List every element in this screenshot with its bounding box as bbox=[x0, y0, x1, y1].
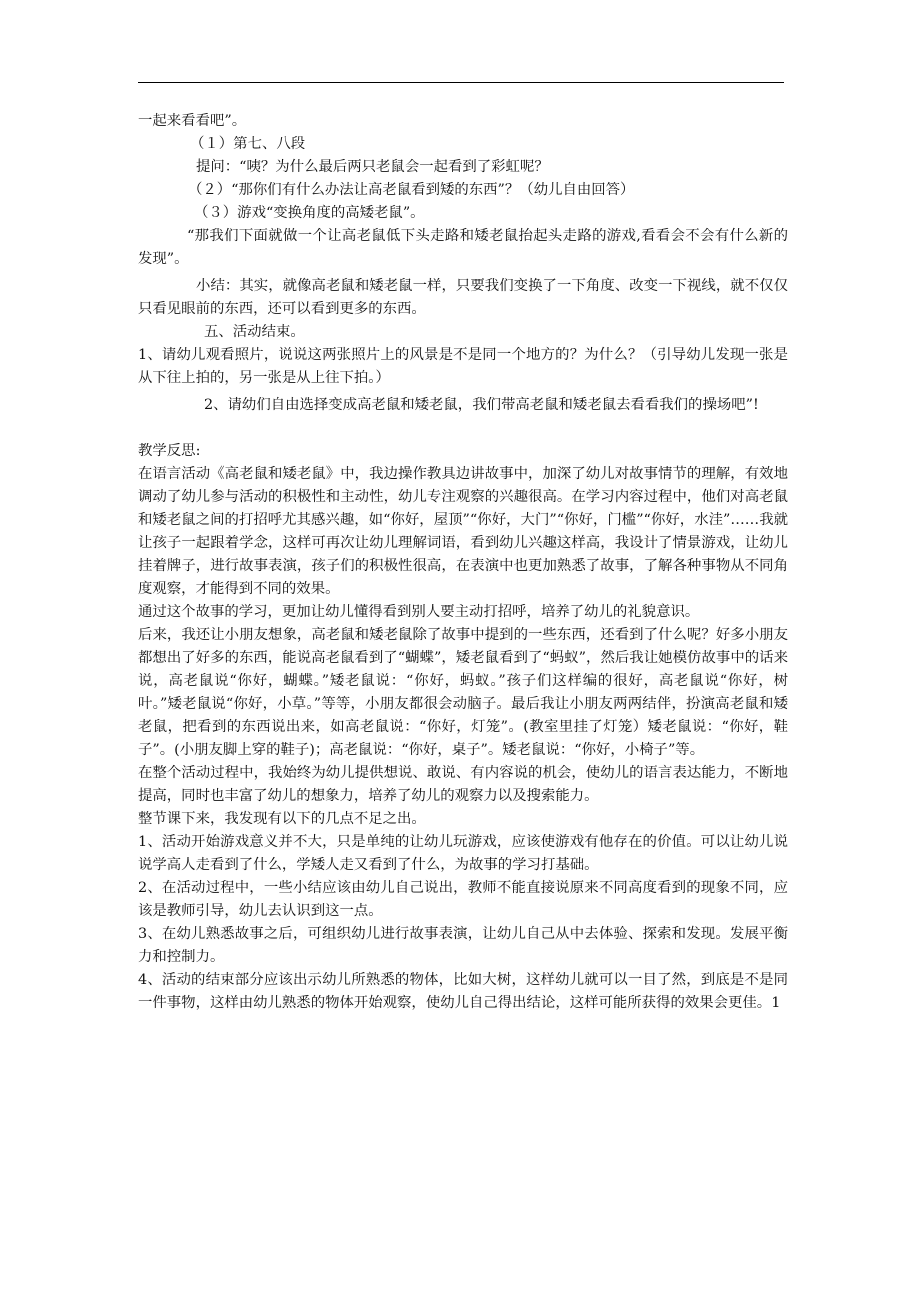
paragraph: （２）“那你们有什么办法让高老鼠看到矮的东西”？（幼儿自由回答） bbox=[188, 182, 635, 198]
paragraph: （３）游戏“变换角度的高矮老鼠”。 bbox=[194, 205, 425, 221]
paragraph: 提问：“咦？为什么最后两只老鼠会一起看到了彩虹呢？ bbox=[196, 159, 549, 175]
list-item: 2、在活动过程中，一些小结应该由幼儿自己说出，教师不能直接说原来不同高度看到的现象不同，应该是教师引导，幼儿去认识到这一点。 bbox=[138, 880, 788, 919]
paragraph: 整节课下来，我发现有以下的几点不足之出。 bbox=[138, 811, 426, 827]
list-item: 4、活动的结束部分应该出示幼儿所熟悉的物体，比如大树，这样幼儿就可以一目了然，到底是不是同一件事物，这样由幼儿熟悉的物体开始观察，使幼儿自己得出结论，这样可能所获得的效果会更佳。1 bbox=[138, 972, 788, 1011]
paragraph: （１）第七、八段 bbox=[190, 136, 306, 152]
header-rule bbox=[138, 82, 784, 83]
list-item: 1、活动开始游戏意义并不大，只是单纯的让幼儿玩游戏，应该使游戏有他存在的价值。可以让幼儿说说学高人走看到了什么，学矮人走又看到了什么，为故事的学习打基础。 bbox=[138, 834, 788, 873]
paragraph: 1、请幼儿观看照片，说说这两张照片上的风景是不是同一个地方的？为什么？（引导幼儿发现一张是从下往上拍的，另一张是从上往下拍。） bbox=[138, 347, 788, 386]
paragraph: 2、请幼们自由选择变成高老鼠和矮老鼠，我们带高老鼠和矮老鼠去看看我们的操场吧”! bbox=[204, 397, 759, 413]
paragraph: 在语言活动《高老鼠和矮老鼠》中，我边操作教具边讲故事中，加深了幼儿对故事情节的理解，有效地调动了幼儿参与活动的积极性和主动性，幼儿专注观察的兴趣很高。在学习内容过程中，他们对高老鼠和矮老鼠之间的打招呼尤其感兴趣，如“你好，屋顶”“你好，大门”“你好，门槛”“你好，水洼”……我就让孩子一起跟着学念，这样可再次让幼儿理解词语，看到幼儿兴趣这样高，我设计了情景游戏，让幼儿挂着牌子，进行故事表演，孩子们的积极性很高，在表演中也更加熟悉了故事，了解各种事物从不同角度观察，才能得到不同的效果。 bbox=[138, 466, 788, 597]
paragraph: 通过这个故事的学习，更加让幼儿懂得看到别人要主动打招呼，培养了幼儿的礼貌意识。 bbox=[138, 604, 700, 620]
blank-line bbox=[138, 417, 788, 440]
document-body bbox=[138, 110, 788, 1015]
paragraph: 在整个活动过程中，我始终为幼儿提供想说、敢说、有内容说的机会，使幼儿的语言表达能力，不断地提高，同时也丰富了幼儿的想象力，培养了幼儿的观察力以及搜索能力。 bbox=[138, 765, 788, 804]
paragraph: 后来，我还让小朋友想象，高老鼠和矮老鼠除了故事中提到的一些东西，还看到了什么呢？好多小朋友都想出了好多的东西，能说高老鼠看到了“蝴蝶”，矮老鼠看到了“蚂蚁”，然后我让她模仿故事中的话来说，高老鼠说“你好，蝴蝶。”矮老鼠说：“你好，蚂蚁。”孩子们这样编的很好，高老鼠说“你好，树叶。”矮老鼠说“你好，小草。”等等，小朋友都很会动脑子。最后我让小朋友两两结伴，扮演高老鼠和矮老鼠，把看到的东西说出来，如高老鼠说：“你好，灯笼”。(教室里挂了灯笼）矮老鼠说：“你好，鞋子”。(小朋友脚上穿的鞋子)；高老鼠说：“你好，桌子”。矮老鼠说：“你好，小椅子”等。 bbox=[138, 627, 788, 758]
paragraph: “那我们下面就做一个让高老鼠低下头走路和矮老鼠抬起头走路的游戏,看看会不会有什么新的发现”。 bbox=[138, 228, 788, 267]
paragraph: 一起来看看吧”。 bbox=[138, 113, 247, 129]
list-item: 3、在幼儿熟悉故事之后，可组织幼儿进行故事表演，让幼儿自己从中去体验、探索和发现。发展平衡力和控制力。 bbox=[138, 926, 788, 965]
section-heading: 教学反思: bbox=[138, 443, 201, 459]
section-heading: 五、活动结束。 bbox=[204, 324, 305, 340]
paragraph: 小结：其实，就像高老鼠和矮老鼠一样，只要我们变换了一下角度、改变一下视线，就不仅仅只看见眼前的东西，还可以看到更多的东西。 bbox=[138, 278, 788, 317]
